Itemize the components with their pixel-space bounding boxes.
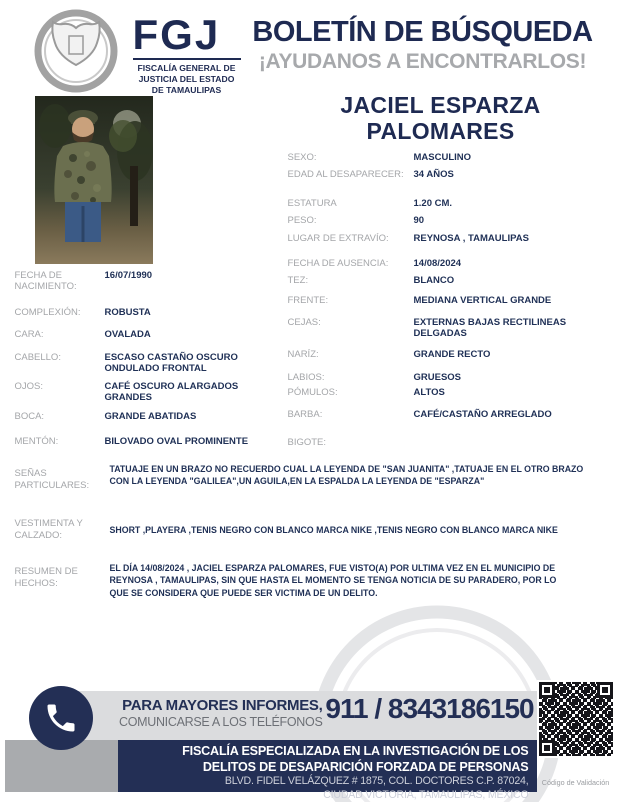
field-label: BOCA:	[15, 411, 105, 422]
phone-icon	[43, 700, 79, 736]
missing-person-name: JACIEL ESPARZA PALOMARES	[283, 92, 599, 145]
field-bigote	[288, 437, 610, 448]
field-barba	[288, 409, 610, 420]
field-label: PÓMULOS:	[288, 387, 414, 398]
vestimenta-text: SHORT ,PLAYERA ,TENIS NEGRO CON BLANCO MARCA NIKE ,TENIS NEGRO CON BLANCO MARCA NIKE	[110, 524, 588, 536]
field-cara	[15, 329, 283, 340]
field-label: FECHA DE NACIMIENTO:	[15, 270, 105, 293]
field-value: MEDIANA VERTICAL GRANDE	[414, 295, 604, 306]
field-label: CABELLO:	[15, 352, 105, 363]
info-line2: COMUNICARSE A LOS TELÉFONOS	[101, 715, 323, 729]
field-value: ROBUSTA	[105, 307, 277, 318]
field-label: EDAD AL DESAPARECER:	[288, 169, 414, 180]
field-value: GRUESOS	[414, 372, 604, 383]
field-cabello	[15, 352, 283, 375]
field-boca	[15, 411, 283, 422]
field-label: BIGOTE:	[288, 437, 414, 448]
field-menton	[15, 436, 283, 447]
field-label: CARA:	[15, 329, 105, 340]
field-label: OJOS:	[15, 381, 105, 392]
field-fecha-ausencia	[288, 258, 610, 269]
bulletin-title: BOLETÍN DE BÚSQUEDA	[245, 16, 601, 49]
phone-badge	[29, 686, 93, 750]
field-value: EXTERNAS BAJAS RECTILINEAS DELGADAS	[414, 317, 604, 340]
field-estatura	[288, 198, 610, 209]
field-pomulos	[288, 387, 610, 398]
field-value: CAFÉ OSCURO ALARGADOS GRANDES	[105, 381, 277, 404]
field-lugar-extravio	[288, 233, 610, 244]
info-line1: PARA MAYORES INFORMES,	[101, 697, 323, 714]
senas-text: TATUAJE EN UN BRAZO NO RECUERDO CUAL LA LEYENDA DE "SAN JUANITA" ,TATUAJE EN EL OTRO BRAZO CON LA LEYENDA "GALILEA",UN AGUILA,EN LA ESPALDA LA LEYENDA DE "ESPARZA"	[110, 463, 588, 488]
field-value: GRANDE RECTO	[414, 349, 604, 360]
field-label: FRENTE:	[288, 295, 414, 306]
footer-agency-band	[118, 740, 537, 792]
field-value: OVALADA	[105, 329, 277, 340]
fgj-org-name: FISCALÍA GENERAL DE JUSTICIA DEL ESTADO DE TAMAULIPAS	[133, 58, 241, 97]
agency-line2: DELITOS DE DESAPARICIÓN FORZADA DE PERSONAS	[118, 760, 529, 776]
qr-finder-icon	[539, 682, 555, 698]
field-value: 16/07/1990	[105, 270, 277, 281]
phone-numbers: 911 / 8343186150	[325, 693, 535, 725]
field-value: MASCULINO	[414, 152, 604, 163]
qr-finder-icon	[597, 682, 613, 698]
senas-label: SEÑAS PARTICULARES:	[15, 468, 109, 492]
field-peso	[288, 215, 610, 226]
field-label: LABIOS:	[288, 372, 414, 383]
field-value: ESCASO CASTAÑO OSCURO ONDULADO FRONTAL	[105, 352, 277, 375]
bulletin-page	[5, 0, 617, 792]
field-labios	[288, 372, 610, 383]
qr-caption: Código de Validación	[529, 778, 621, 787]
field-frente	[288, 295, 610, 306]
field-tez	[288, 275, 610, 286]
field-value: 34 AÑOS	[414, 169, 604, 180]
field-label: CEJAS:	[288, 317, 414, 328]
missing-person-photo	[35, 96, 153, 264]
field-label: LUGAR DE EXTRAVÍO:	[288, 233, 414, 244]
field-label: FECHA DE AUSENCIA:	[288, 258, 414, 269]
fgj-seal-icon	[31, 8, 121, 94]
field-label: MENTÓN:	[15, 436, 105, 447]
field-label: SEXO:	[288, 152, 414, 163]
field-ojos	[15, 381, 283, 404]
field-sexo	[288, 152, 610, 163]
field-label: TEZ:	[288, 275, 414, 286]
field-label: BARBA:	[288, 409, 414, 420]
address-line2: CIUDAD VICTORIA, TAMAULIPAS, MÉXICO	[118, 789, 529, 802]
resumen-label: RESUMEN DE HECHOS:	[15, 566, 109, 590]
field-value: CAFÉ/CASTAÑO ARREGLADO	[414, 409, 604, 420]
field-label: ESTATURA	[288, 198, 414, 209]
fgj-logo-text	[133, 14, 245, 97]
bulletin-subtitle: ¡AYUDANOS A ENCONTRARLOS!	[245, 50, 601, 74]
field-value: GRANDE ABATIDAS	[105, 411, 277, 422]
field-value: 90	[414, 215, 604, 226]
field-value: REYNOSA , TAMAULIPAS	[414, 233, 604, 244]
agency-line1: FISCALÍA ESPECIALIZADA EN LA INVESTIGACIÓN DE LOS	[118, 744, 529, 760]
field-value: BILOVADO OVAL PROMINENTE	[105, 436, 277, 447]
field-value: BLANCO	[414, 275, 604, 286]
validation-qr-code	[537, 680, 615, 758]
field-label: COMPLEXIÓN:	[15, 307, 105, 318]
address-line1: BLVD. FIDEL VELÁZQUEZ # 1875, COL. DOCTORES C.P. 87024,	[118, 775, 529, 788]
field-nariz	[288, 349, 610, 360]
field-value: ALTOS	[414, 387, 604, 398]
fgj-acronym: FGJ	[133, 14, 245, 56]
qr-pattern	[539, 682, 613, 756]
field-complexion	[15, 307, 283, 318]
footer-info-text	[101, 697, 323, 729]
field-label: NARÍZ:	[288, 349, 414, 360]
field-cejas	[288, 317, 610, 340]
vestimenta-label: VESTIMENTA Y CALZADO:	[15, 518, 109, 542]
field-label: PESO:	[288, 215, 414, 226]
field-edad	[288, 169, 610, 180]
field-value: 14/08/2024	[414, 258, 604, 269]
qr-finder-icon	[539, 740, 555, 756]
field-value: 1.20 CM.	[414, 198, 604, 209]
field-fecha-nacimiento	[15, 270, 283, 293]
resumen-text: EL DÍA 14/08/2024 , JACIEL ESPARZA PALOMARES, FUE VISTO(A) POR ULTIMA VEZ EN EL MUNICIPIO DE REYNOSA , TAMAULIPAS, SIN QUE HASTA EL MOMENTO SE TENGA NOTICIA DE SU PARADERO, POR LO QUE SE CONSIDERA QUE PUEDE SER VICTIMA DE UN DELITO.	[110, 562, 565, 599]
